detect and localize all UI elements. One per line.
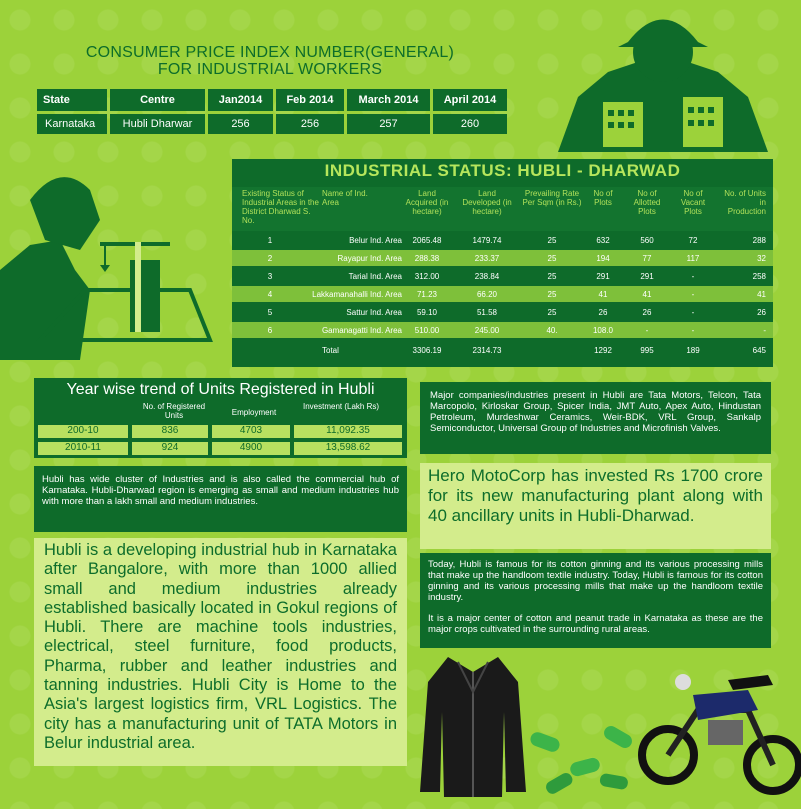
industrial-cell-allotted: 41 — [642, 290, 652, 299]
industrial-cell-name: Tarial Ind. Area — [348, 272, 402, 281]
industrial-cell-vacant: 117 — [686, 254, 700, 263]
industrial-cell-allotted: - — [645, 326, 649, 335]
industrial-cell-units: 32 — [757, 254, 766, 263]
companies-text: Major companies/industries present in Hubli are Tata Motors, Telcon, Tata Marcopolo, Kirloskar Group, Spicer India, JMT Auto, Apex Auto, Hindustan Petroleum, Murdeshwar Ceramics, Weir-BDK, VRL Group, Sankalp Semiconductor, Universal Group of Industries and Microfinish Valves. — [430, 390, 761, 434]
trend-cell: 13,598.62 — [294, 442, 402, 455]
industrial-total-row — [232, 340, 773, 360]
industrial-cell-name: Gamanagatti Ind. Area — [321, 326, 402, 335]
industrial-cell-vacant: - — [691, 308, 695, 317]
col-header-sno: Existing Status of Industrial Areas in the District Dharwad S. No. — [242, 189, 319, 225]
hero-box — [420, 463, 771, 549]
industrial-cell-rate: 40. — [546, 326, 558, 335]
industrial-cell-units: 258 — [752, 272, 766, 281]
industrial-cell-acquired: 2065.48 — [412, 236, 442, 245]
industrial-total-allotted: 995 — [640, 346, 654, 355]
trend-cell: 200-10 — [38, 425, 128, 438]
industrial-cell-rate: 25 — [547, 236, 557, 245]
industrial-cell-acquired: 288.38 — [414, 254, 440, 263]
industrial-cell-developed: 1479.74 — [472, 236, 502, 245]
hubli-short-box — [34, 466, 407, 532]
cpi-header: Centre — [110, 89, 205, 111]
trend-cell: 836 — [132, 425, 208, 438]
col-header-allotted: No of Allotted Plots — [633, 189, 661, 216]
industrial-total-plots: 1292 — [594, 346, 612, 355]
industrial-cell-rate: 25 — [547, 290, 557, 299]
capsules-image — [525, 715, 645, 805]
hubli-long-box — [34, 538, 407, 766]
industrial-cell-allotted: 560 — [640, 236, 654, 245]
industrial-row — [232, 304, 773, 320]
cpi-title-line1: CONSUMER PRICE INDEX NUMBER(GENERAL) — [85, 44, 455, 61]
cpi-header: Feb 2014 — [276, 89, 344, 111]
col-header-rate: Prevailing Rate Per Sqm (in Rs.) — [522, 189, 582, 207]
trend-header-units: No. of Registered Units — [142, 402, 206, 420]
trend-cell: 11,092.35 — [294, 425, 402, 438]
industrial-cell-sno: 4 — [267, 290, 273, 299]
industrial-row — [232, 286, 773, 302]
col-header-plots: No of Plots — [593, 189, 613, 207]
motorcycle-image — [638, 640, 801, 805]
industrial-cell-name: Lakkamanahalli Ind. Area — [312, 290, 402, 299]
col-header-vacant: No of Vacant Plots — [680, 189, 706, 216]
industrial-total-units: 645 — [752, 346, 766, 355]
industrial-cell-developed: 245.00 — [474, 326, 500, 335]
cpi-header-row — [37, 89, 507, 111]
industrial-cell-sno: 3 — [267, 272, 273, 281]
peanut-text: It is a major center of cotton and peanut trade in Karnataka as these are the major crops cultivated in the surrounding rural areas. — [428, 613, 763, 635]
cpi-header: March 2014 — [347, 89, 430, 111]
cpi-header: Jan2014 — [208, 89, 273, 111]
industrial-cell-plots: 632 — [596, 236, 610, 245]
worker-factory-icon — [548, 2, 778, 160]
industrial-cell-plots: 108.0 — [592, 326, 614, 335]
cpi-title — [60, 44, 480, 78]
industrial-cell-sno: 5 — [267, 308, 273, 317]
trend-cell: 2010-11 — [38, 442, 128, 455]
industrial-cell-plots: 26 — [598, 308, 608, 317]
industrial-status-title: INDUSTRIAL STATUS: HUBLI - DHARWAD — [324, 161, 681, 180]
cpi-header: April 2014 — [433, 89, 507, 111]
industrial-cell-developed: 233.37 — [474, 254, 500, 263]
industrial-status-header — [232, 187, 773, 231]
industrial-cell-vacant: 72 — [688, 236, 698, 245]
industrial-cell-name: Sattur Ind. Area — [346, 308, 402, 317]
industrial-cell-developed: 66.20 — [476, 290, 498, 299]
companies-box — [420, 382, 771, 454]
industrial-row — [232, 250, 773, 266]
industrial-cell-sno: 6 — [267, 326, 273, 335]
industrial-cell-rate: 25 — [547, 254, 557, 263]
industrial-total-developed: 2314.73 — [472, 346, 502, 355]
trend-title: Year wise trend of Units Registered in Hubli — [66, 381, 375, 398]
industrial-cell-units: 288 — [752, 236, 766, 245]
industrial-cell-sno: 2 — [267, 254, 273, 263]
industrial-cell-vacant: - — [691, 272, 695, 281]
trend-panel — [34, 378, 407, 458]
industrial-row — [232, 232, 773, 248]
industrial-cell-developed: 238.84 — [474, 272, 500, 281]
industrial-cell-units: 26 — [757, 308, 766, 317]
today-text: Today, Hubli is famous for its cotton ginning and its various processing mills that make up the handloom textile industry. Today, Hubli is famous for its cotton ginning and its various processing mills that make up the handloom textile industry. — [428, 559, 763, 603]
industrial-cell-plots: 194 — [596, 254, 610, 263]
industrial-total-label: Total — [322, 346, 339, 355]
industrial-cell-name: Rayapur Ind. Area — [337, 254, 402, 263]
trend-cell: 4703 — [212, 425, 290, 438]
industrial-row — [232, 322, 773, 338]
industrial-cell-rate: 25 — [547, 308, 557, 317]
industrial-cell-allotted: 26 — [642, 308, 652, 317]
col-header-name: Name of Ind. Area — [322, 189, 368, 207]
col-header-acquired: Land Acquired (in hectare) — [405, 189, 449, 216]
col-header-units: No. of Units in Production — [724, 189, 766, 216]
industrial-row — [232, 268, 773, 284]
cpi-data-row — [37, 114, 507, 134]
engineer-crane-icon — [0, 160, 230, 360]
hubli-short-text: Hubli has wide cluster of Industries and is also called the commercial hub of Karnataka. Hubli-Dharwad region is emerging as small and medium industries hub with more than a lakh small and medium industries. — [42, 474, 399, 507]
industrial-cell-allotted: 291 — [640, 272, 654, 281]
industrial-cell-acquired: 312.00 — [414, 272, 440, 281]
industrial-cell-allotted: 77 — [642, 254, 652, 263]
industrial-cell-name: Belur Ind. Area — [349, 236, 402, 245]
industrial-cell-plots: 291 — [596, 272, 610, 281]
cpi-cell: 257 — [347, 114, 430, 134]
hero-text: Hero MotoCorp has invested Rs 1700 crore for its new manufacturing plant along with 40 ancillary units in Hubli-Dharwad. — [428, 466, 763, 525]
industrial-cell-acquired: 59.10 — [416, 308, 438, 317]
industrial-cell-units: - — [763, 326, 766, 335]
cpi-cell: 256 — [208, 114, 273, 134]
trend-header-employment: Employment — [231, 408, 277, 417]
industrial-total-acquired: 3306.19 — [412, 346, 442, 355]
industrial-cell-acquired: 510.00 — [414, 326, 440, 335]
leather-jacket-image — [418, 652, 528, 802]
cpi-table — [34, 86, 510, 137]
cpi-title-line2: FOR INDUSTRIAL WORKERS — [157, 61, 383, 78]
industrial-total-vacant: 189 — [686, 346, 700, 355]
industrial-cell-developed: 51.58 — [476, 308, 498, 317]
cpi-cell: 256 — [276, 114, 344, 134]
trend-header-investment: Investment (Lakh Rs) — [302, 402, 380, 411]
industrial-cell-plots: 41 — [598, 290, 608, 299]
industrial-cell-acquired: 71.23 — [416, 290, 438, 299]
industrial-cell-units: 41 — [757, 290, 766, 299]
col-header-developed: Land Developed (in hectare) — [462, 189, 512, 216]
cpi-cell: Hubli Dharwar — [110, 114, 205, 134]
industrial-cell-sno: 1 — [267, 236, 273, 245]
industrial-cell-vacant: - — [691, 290, 695, 299]
trend-cell: 924 — [132, 442, 208, 455]
industrial-cell-rate: 25 — [547, 272, 557, 281]
cpi-header: State — [37, 89, 107, 111]
today-box — [420, 553, 771, 648]
hubli-long-text: Hubli is a developing industrial hub in Karnataka after Bangalore, with more than 1000 allied small and medium industries already established basically located in Gokul regions of Hubli. There are machine tools industries, electrical, steel furniture, food products, Pharma, rubber and leather industries and tanning industries. Hubli City is Home to the Asia's largest logistics firm, VRL Logistics. The city has a manufacturing unit of TATA Motors in Belur industrial area. — [44, 541, 397, 752]
industrial-cell-vacant: - — [691, 326, 695, 335]
cpi-cell: 260 — [433, 114, 507, 134]
trend-cell: 4900 — [212, 442, 290, 455]
cpi-cell: Karnataka — [37, 114, 107, 134]
